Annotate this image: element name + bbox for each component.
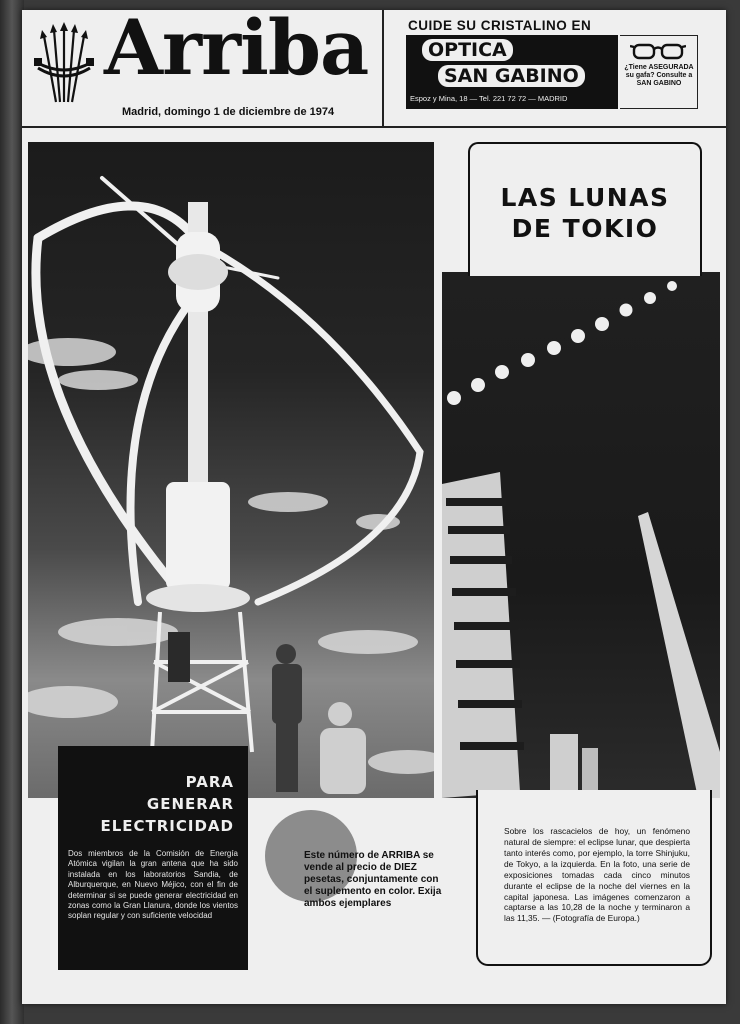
masthead (22, 10, 726, 128)
electricidad-title (100, 772, 234, 837)
ad-name-box (406, 35, 618, 109)
ad-question: ¿Tiene ASEGURADA su gafa? Consulte a SAN GABINO (624, 64, 694, 88)
ad-headline: CUIDE SU CRISTALINO EN (408, 18, 592, 33)
optica-ad (406, 18, 698, 116)
masthead-divider (382, 10, 384, 126)
masthead-logo: Arriba (104, 10, 369, 92)
yoke-and-arrows-icon (32, 22, 96, 106)
title-line1: PARA (185, 773, 234, 791)
dateline: Madrid, domingo 1 de diciembre de 1974 (122, 106, 335, 118)
lunas-caption-box (476, 790, 712, 966)
lunas-headline-box (468, 142, 702, 276)
ad-address: Espoz y Mina, 18 — Tel. 221 72 72 — MADRID (410, 94, 568, 103)
ad-name-line1: OPTICA (422, 39, 513, 61)
book-binding (0, 0, 24, 1024)
electricidad-caption-box (58, 746, 248, 970)
headline-line2: DE TOKIO (511, 214, 659, 244)
title-line3: ELECTRICIDAD (100, 816, 234, 835)
tokyo-eclipse-photo (442, 272, 720, 798)
ad-name-line2: SAN GABINO (438, 65, 585, 87)
title-line2: GENERAR (146, 794, 234, 813)
eyeglasses-icon (630, 40, 686, 62)
newspaper-page (22, 10, 726, 1004)
ad-side-panel (620, 35, 698, 109)
lunas-headline (470, 182, 700, 245)
electricidad-caption: Dos miembros de la Comisión de Energía Atómica vigilan la gran antena que ha sido instalada en los laboratorios Sandia, de Alburquerque, en Nuevo Méjico, con el fin de determinar si se puede generar electricidad en zonas como la Gran Llanura, donde los vientos soplan regular y con suficiente velocidad (68, 849, 238, 921)
lunas-caption: Sobre los rascacielos de hoy, un fenómeno natural de siempre: el eclipse lunar, que despierta tanto interés como, por ejemplo, la torre Shinjuku, de Tokyo, a la izquierda. En la foto, una serie de exposiciones tomadas cada cinco minutos durante el eclipse de la noche del viernes en la capital japonesa. Las imágenes comenzaron a captarse a las 10,28 de la noche y terminaron a las 11,35. — (Fotografía de Europa.) (504, 826, 690, 924)
price-note: Este número de ARRIBA se vende al precio de DIEZ pesetas, conjuntamente con el suplemento en color. Exija ambos ejemplares (304, 850, 442, 909)
wind-turbine-photo (28, 142, 434, 798)
headline-line1: LAS LUNAS (500, 183, 670, 212)
